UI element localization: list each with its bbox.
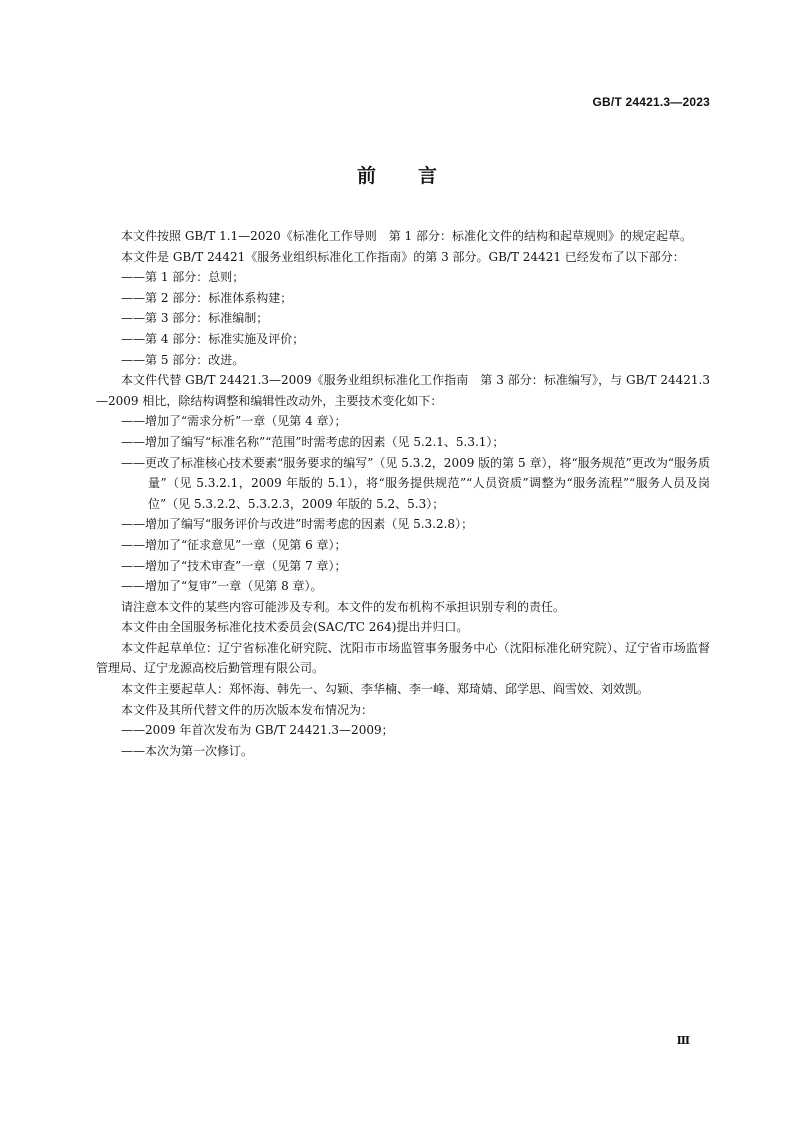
list-item: ——第 1 部分：总则； [121, 270, 245, 285]
body-paragraph: 本文件代替 GB/T 24421.3—2009《服务业组织标准化工作指南 第 3 部分：标准编写》，与 GB/T 24421.3—2009 相比，除结构调整和编辑性改动外，主要技术变化如下： [96, 373, 710, 408]
list-item: ——第 4 部分：标准实施及评价； [121, 331, 305, 346]
list-item: ——第 3 部分：标准编制； [121, 311, 269, 326]
body-paragraph: 本文件是 GB/T 24421《服务业组织标准化工作指南》的第 3 部分。GB/T 24421 已经发布了以下部分： [121, 249, 685, 264]
body-paragraph: 本文件起草单位：辽宁省标准化研究院、沈阳市市场监管事务服务中心（沈阳标准化研究院）、辽宁省市场监督管理局、辽宁龙源高校后勤管理有限公司。 [96, 640, 710, 676]
list-item: ——2009 年首次发布为 GB/T 24421.3—2009； [121, 723, 394, 738]
list-item: ——增加了“技术审查”一章（见第 7 章）； [121, 558, 347, 573]
body-paragraph: 本文件由全国服务标准化技术委员会(SAC/TC 264)提出并归口。 [121, 620, 469, 635]
list-item: ——增加了编写“标准名称”“范围”时需考虑的因素（见 5.2.1、5.3.1）； [121, 434, 505, 449]
body-paragraph: 本文件主要起草人：郑怀海、韩先一、勾颖、李华楠、李一峰、郑琦婧、邱学思、阎雪姣、刘效凯。 [121, 682, 650, 697]
list-item: ——更改了标准核心技术要素“服务要求的编写”（见 5.3.2，2009 版的第 5 章），将“服务规范”更改为“服务质量”（见 5.3.2.1，2009 年版的 5.1），将“服务提供规范”“人员资质”调整为“服务流程”“服务人员及岗位”（见 5.3.2.2、5.3.2.3，2009 年版的 5.2、5.3）； [121, 455, 710, 511]
list-item: ——第 2 部分：标准体系构建； [121, 290, 293, 305]
list-item: ——第 5 部分：改进。 [121, 352, 245, 367]
body-paragraph: 本文件及其所代替文件的历次版本发布情况为： [121, 702, 374, 717]
list-item: ——增加了“征求意见”一章（见第 6 章）； [121, 537, 347, 552]
list-item: ——本次为第一次修订。 [121, 743, 254, 758]
list-item: ——增加了“需求分析”一章（见第 4 章）； [121, 414, 347, 429]
document-body [96, 226, 710, 761]
page-title: 前言 [356, 165, 479, 187]
list-item: ——增加了“复审”一章（见第 8 章）。 [121, 579, 323, 594]
page-number: Ⅲ [676, 1034, 690, 1047]
body-paragraph: 本文件按照 GB/T 1.1—2020《标准化工作导则 第 1 部分：标准化文件的结构和起草规则》的规定起草。 [121, 229, 692, 243]
body-paragraph: 请注意本文件的某些内容可能涉及专利。本文件的发布机构不承担识别专利的责任。 [121, 599, 566, 614]
standard-code: GB/T 24421.3—2023 [592, 95, 710, 109]
list-item: ——增加了编写“服务评价与改进”时需考虑的因素（见 5.3.2.8）； [121, 517, 474, 532]
